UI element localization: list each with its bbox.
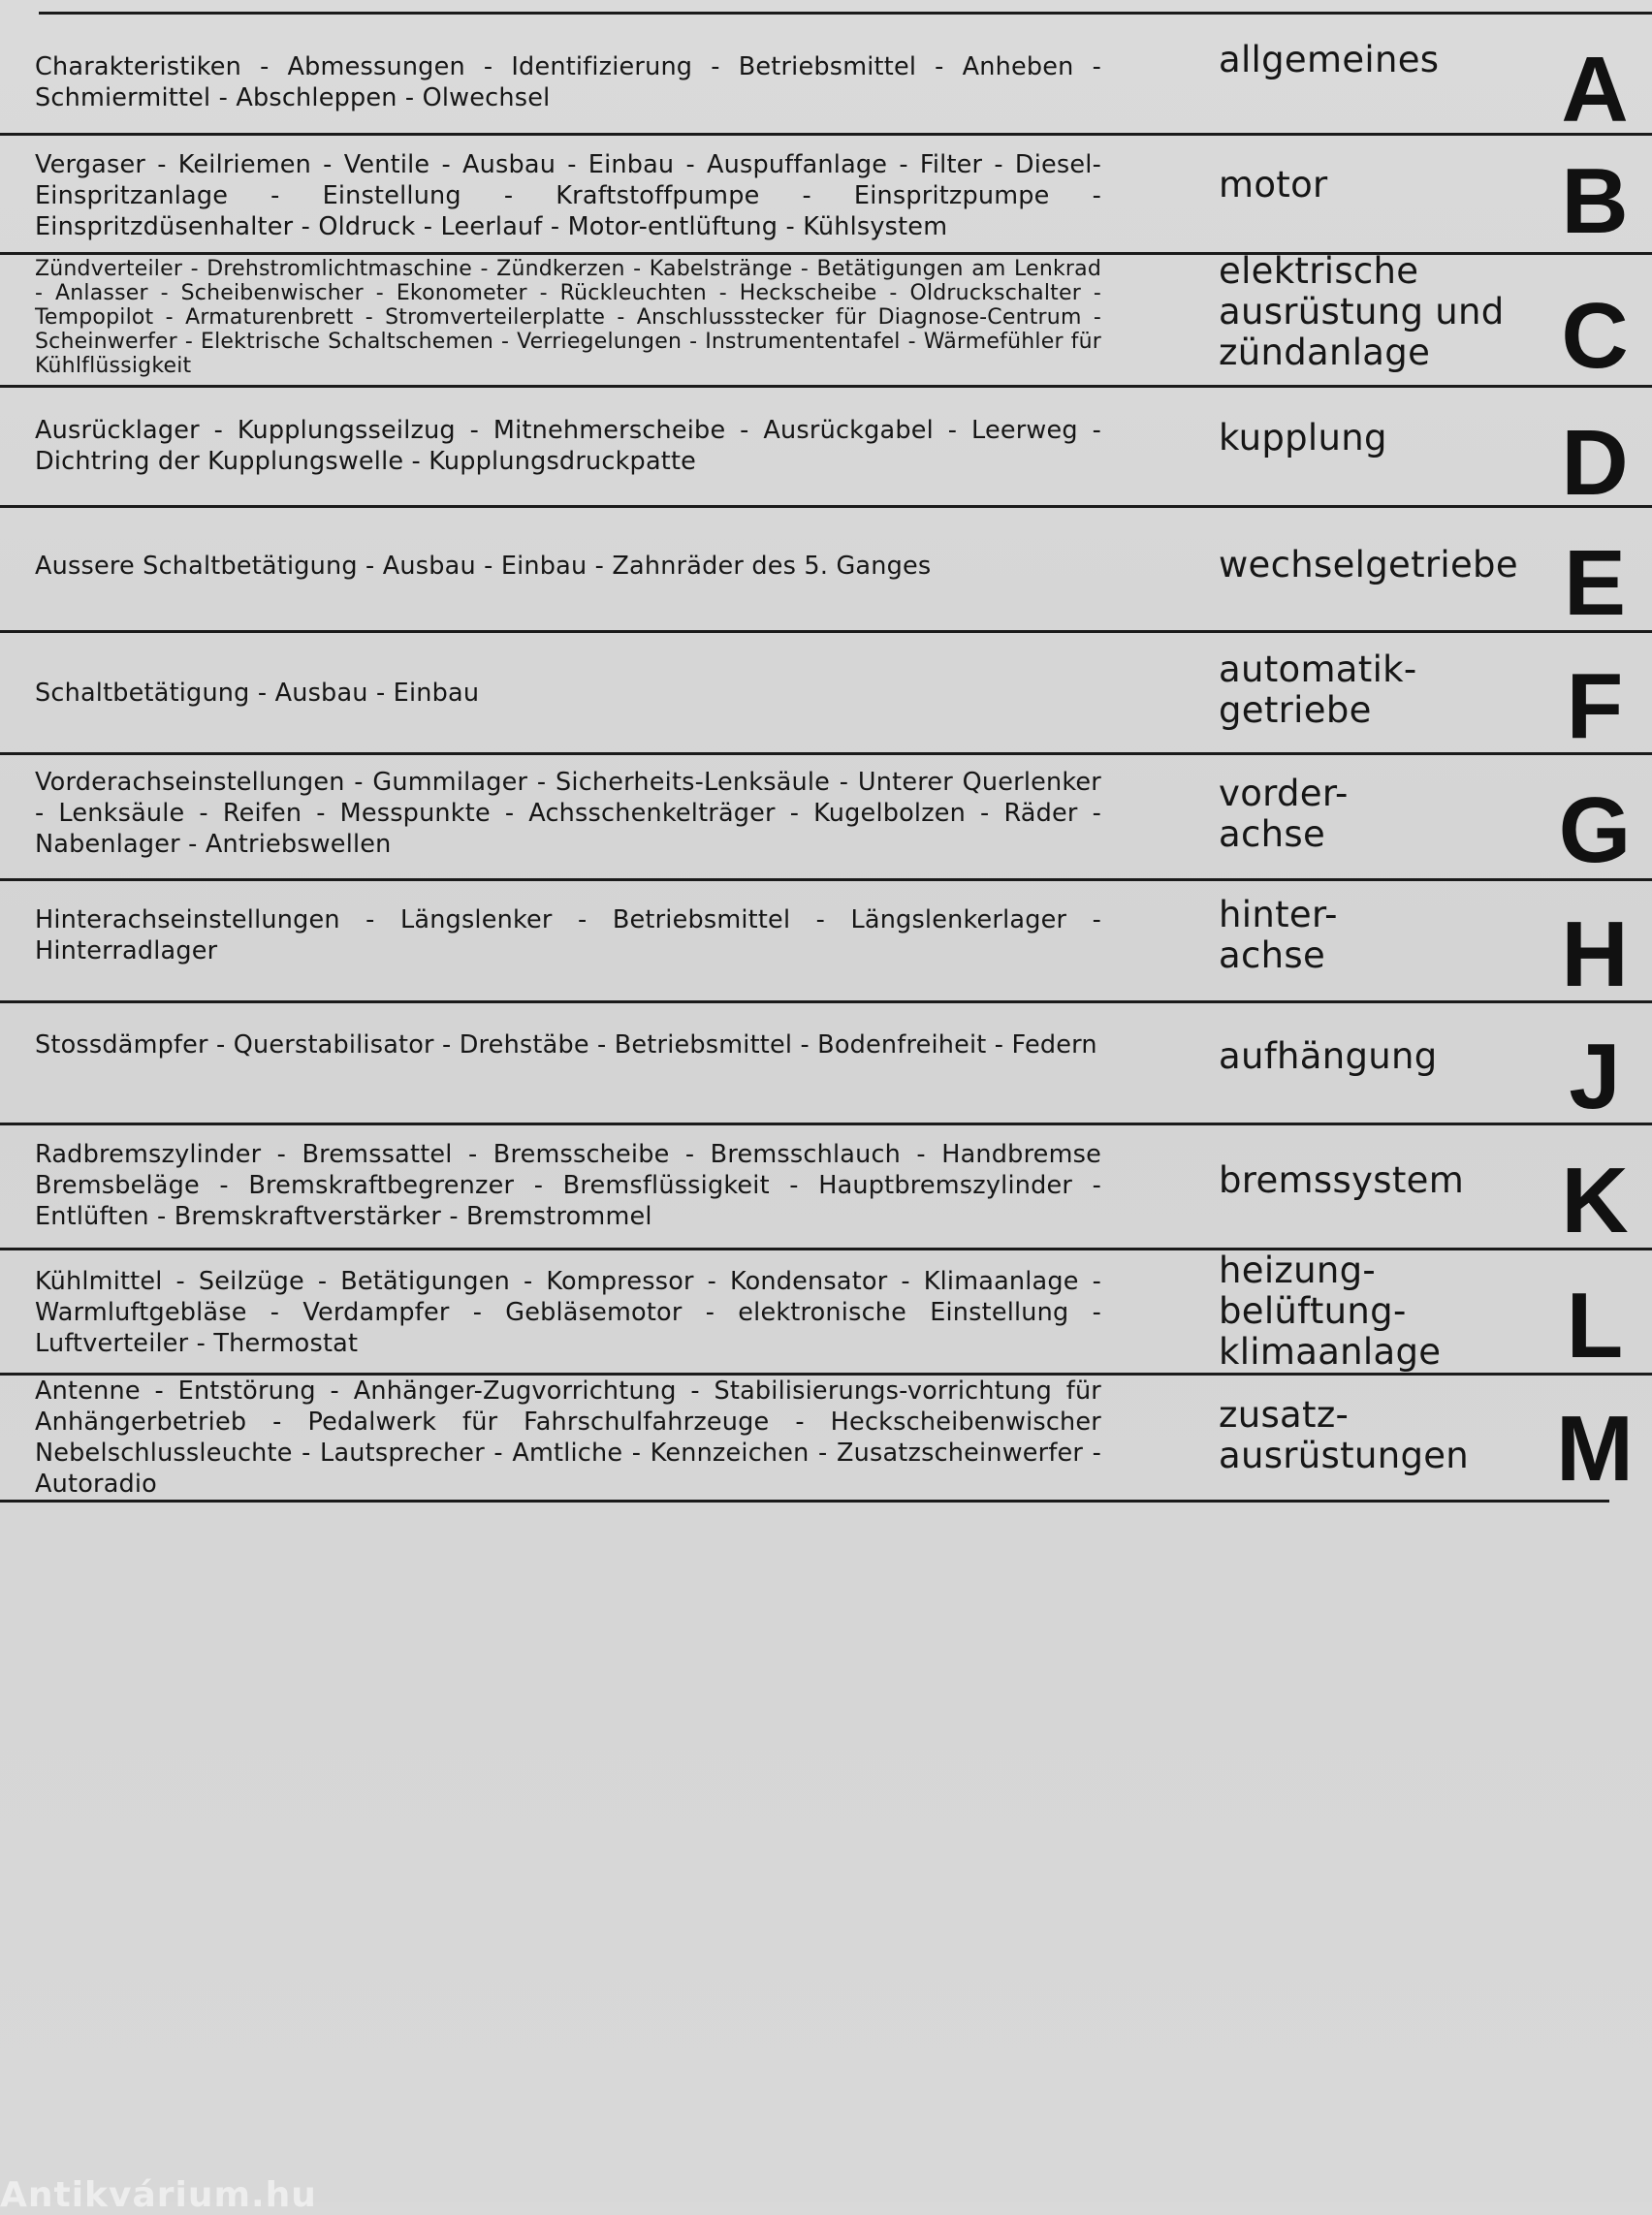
- section-c-letter[interactable]: C: [1561, 284, 1629, 388]
- section-m: [0, 1376, 1634, 1503]
- section-l-letter[interactable]: L: [1566, 1274, 1624, 1377]
- section-b-title: motor: [1219, 164, 1328, 206]
- section-k-letter[interactable]: K: [1561, 1149, 1629, 1252]
- section-a-topics: Charakteristiken - Abmessungen - Identifizierung - Betriebsmittel - Anheben - Schmiermittel - Abschleppen - Olwechsel: [35, 52, 1101, 112]
- section-m-topics: Antenne - Entstörung - Anhänger-Zugvorrichtung - Stabilisierungs-vorrichtung für Anhängerbetrieb - Pedalwerk für Fahrschulfahrzeuge - Heckscheibenwischer Nebelschlussleuchte - Lautsprecher - Amtliche - Kennzeichen - Zusatzscheinwerfer - Autoradio: [35, 1376, 1101, 1499]
- section-m-letter[interactable]: M: [1556, 1397, 1634, 1501]
- section-g-title: vorder- achse: [1219, 773, 1349, 855]
- section-c: [0, 250, 1652, 388]
- section-f: [0, 633, 1652, 758]
- section-k-title: bremssystem: [1219, 1159, 1465, 1201]
- section-b-topics: Vergaser - Keilriemen - Ventile - Ausbau - Einbau - Auspuffanlage - Filter - Diesel-Einspritzanlage - Einstellung - Kraftstoffpumpe - Einspritzpumpe - Einspritzdüsenhalter - Oldruck - Leerlauf - Motor-entlüftung - Kühlsystem: [35, 150, 1101, 241]
- section-a-letter[interactable]: A: [1561, 38, 1629, 142]
- section-k: [0, 1125, 1652, 1250]
- section-j-topics: Stossdämpfer - Querstabilisator - Drehstäbe - Betriebsmittel - Bodenfreiheit - Federn: [35, 1030, 1097, 1060]
- watermark: Antikvárium.hu: [0, 2175, 317, 2215]
- section-j: [0, 1003, 1652, 1128]
- section-a-title: allgemeines: [1219, 39, 1440, 80]
- section-e-topics: Aussere Schaltbetätigung - Ausbau - Einbau - Zahnräder des 5. Ganges: [35, 552, 932, 581]
- section-d: [0, 388, 1652, 515]
- section-h-title: hinter- achse: [1219, 894, 1338, 976]
- section-h: [0, 881, 1652, 1006]
- section-e: [0, 508, 1652, 633]
- section-e-letter[interactable]: E: [1563, 531, 1627, 635]
- section-l-title: heizung- belüftung- klimaanlage: [1219, 1250, 1442, 1373]
- section-j-letter[interactable]: J: [1569, 1025, 1621, 1128]
- section-l: [0, 1250, 1652, 1376]
- section-h-topics: Hinterachseinstellungen - Längslenker - Betriebsmittel - Längslenkerlager - Hinterradlager: [35, 905, 1101, 965]
- section-l-topics: Kühlmittel - Seilzüge - Betätigungen - Kompressor - Kondensator - Klimaanlage - Warmluftgebläse - Verdampfer - Gebläsemotor - elektronische Einstellung - Luftverteiler - Thermostat: [35, 1267, 1101, 1358]
- section-h-letter[interactable]: H: [1561, 902, 1629, 1006]
- section-d-letter[interactable]: D: [1561, 411, 1629, 515]
- section-d-topics: Ausrücklager - Kupplungsseilzug - Mitnehmerscheibe - Ausrückgabel - Leerweg - Dichtring der Kupplungswelle - Kupplungsdruckpatte: [35, 416, 1101, 476]
- section-f-title: automatik- getriebe: [1219, 649, 1417, 731]
- section-k-topics: Radbremszylinder - Bremssattel - Bremsscheibe - Bremsschlauch - Handbremse Bremsbeläge - Bremskraftbegrenzer - Bremsflüssigkeit - Hauptbremszylinder - Entlüften - Bremskraftverstärker - Bremstrommel: [35, 1140, 1101, 1231]
- section-j-title: aufhängung: [1219, 1035, 1438, 1077]
- section-b: [0, 136, 1652, 255]
- section-a: [0, 15, 1652, 142]
- section-m-title: zusatz- ausrüstungen: [1219, 1394, 1470, 1476]
- section-d-title: kupplung: [1219, 417, 1387, 459]
- section-b-letter[interactable]: B: [1561, 149, 1629, 253]
- section-g-topics: Vorderachseinstellungen - Gummilager - Sicherheits-Lenksäule - Unterer Querlenker - Lenksäule - Reifen - Messpunkte - Achsschenkelträger - Kugelbolzen - Räder - Nabenlager - Antriebswellen: [35, 768, 1101, 859]
- section-g-letter[interactable]: G: [1558, 778, 1632, 882]
- section-g: [0, 755, 1652, 881]
- section-f-letter[interactable]: F: [1566, 654, 1624, 758]
- section-c-topics: Zündverteiler - Drehstromlichtmaschine - Zündkerzen - Kabelstränge - Betätigungen am Lenkrad - Anlasser - Scheibenwischer - Ekonometer - Rückleuchten - Heckscheibe - Oldruckschalter - Tempopilot - Armaturenbrett - Stromverteilerplatte - Anschlussstecker für Diagnose-Centrum - Scheinwerfer - Elektrische Schaltschemen - Verriegelungen - Instrumententafel - Wärmefühler für Kühlflüssigkeit: [35, 257, 1101, 378]
- section-c-title: elektrische ausrüstung und zündanlage: [1219, 250, 1505, 373]
- section-e-title: wechselgetriebe: [1219, 544, 1518, 585]
- section-f-topics: Schaltbetätigung - Ausbau - Einbau: [35, 679, 480, 708]
